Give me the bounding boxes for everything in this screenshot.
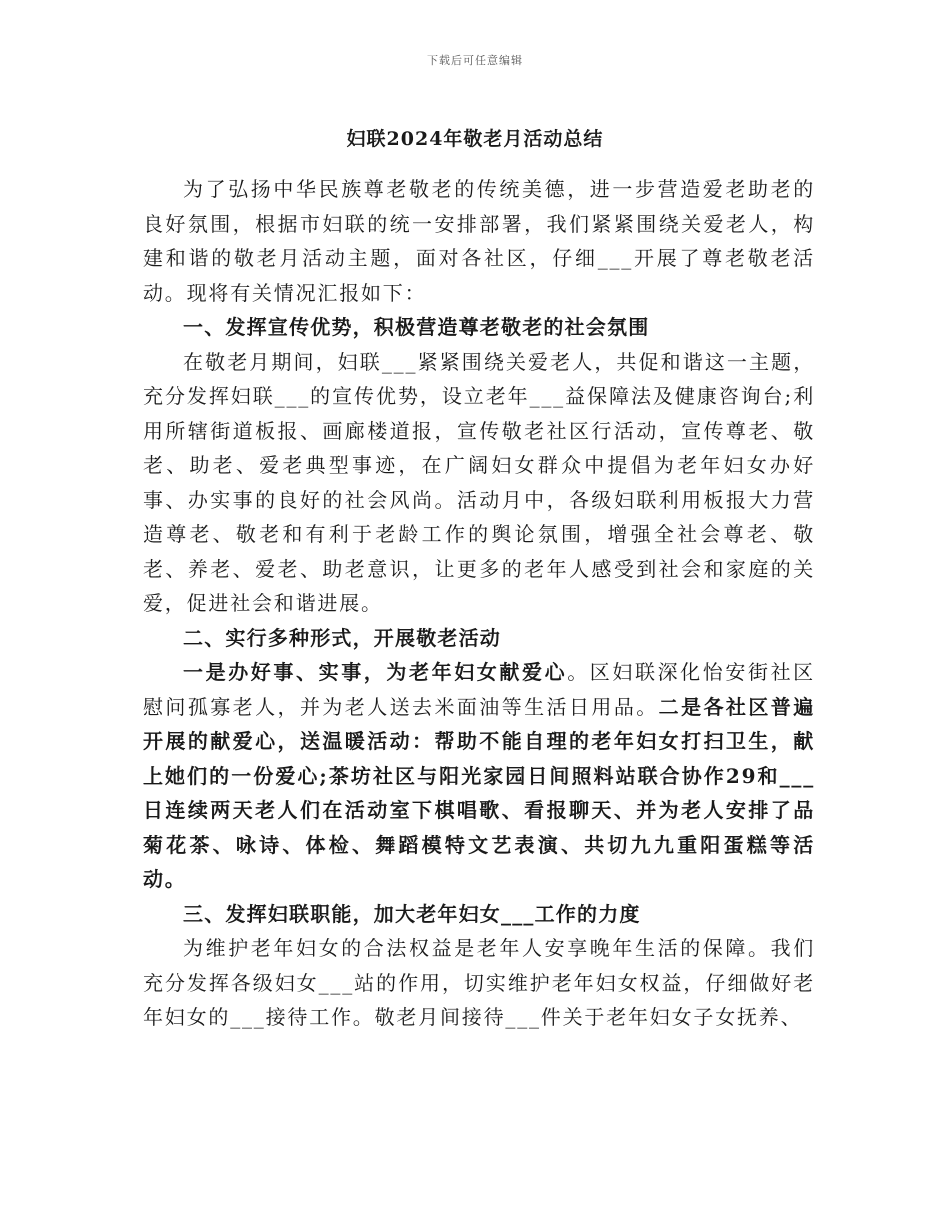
section-3-paragraph: 为维护老年妇女的合法权益是老年人安享晚年生活的保障。我们充分发挥各级妇女___站的作用，切实维护老年妇女权益，仔细做好老年妇女的___接待工作。敬老月间接待___件关于老年妇女子女抚养、 xyxy=(143,936,815,1029)
section-2-lead-2: 二是各社区普遍开展的献爱心，送温暖活动：帮助不能自理的老年妇女打扫卫生，献上她们的一份爱心;茶坊社区与阳光家园日间照料站联合协作29和___日连续两天老人们在活动室下棋唱歌、看报聊天、并为老人安排了品菊花茶、咏诗、体检、舞蹈模特文艺表演、共切九九重阳蛋糕等活动。 xyxy=(143,694,815,891)
document-body xyxy=(143,172,815,1035)
page-header-note: 下载后可任意编辑 xyxy=(427,54,523,67)
section-2-text-1: 。区妇联深化怡安街社区慰问孤寡老人，并为老人送去米面油等生活日用品。 xyxy=(143,660,815,719)
section-2-lead-1: 一是办好事、实事，为老年妇女献爱心 xyxy=(183,660,568,684)
section-2-paragraph xyxy=(143,655,815,897)
section-1-heading: 一、发挥宣传优势，积极营造尊老敬老的社会氛围 xyxy=(183,315,650,339)
section-1-paragraph: 在敬老月期间，妇联___紧紧围绕关爱老人，共促和谐这一主题，充分发挥妇联___的宣传优势，设立老年___益保障法及健康咨询台;利用所辖街道板报、画廊楼道报，宣传敬老社区行活动，宣传尊老、敬老、助老、爱老典型事迹，在广阔妇女群众中提倡为老年妇女办好事、办实事的良好的社会风尚。活动月中，各级妇联利用板报大力营造尊老、敬老和有利于老龄工作的舆论氛围，增强全社会尊老、敬老、养老、爱老、助老意识，让更多的老年人感受到社会和家庭的关爱，促进社会和谐进展。 xyxy=(143,349,815,615)
section-3-heading: 三、发挥妇联职能，加大老年妇女___工作的力度 xyxy=(183,901,641,926)
intro-paragraph: 为了弘扬中华民族尊老敬老的传统美德，进一步营造爱老助老的良好氛围，根据市妇联的统一安排部署，我们紧紧围绕关爱老人，构建和谐的敬老月活动主题，面对各社区，仔细___开展了尊老敬老活动。现将有关情况汇报如下： xyxy=(143,177,815,305)
section-2-heading: 二、实行多种形式，开展敬老活动 xyxy=(183,625,501,650)
document-title: 妇联2024年敬老月活动总结 xyxy=(346,128,604,150)
